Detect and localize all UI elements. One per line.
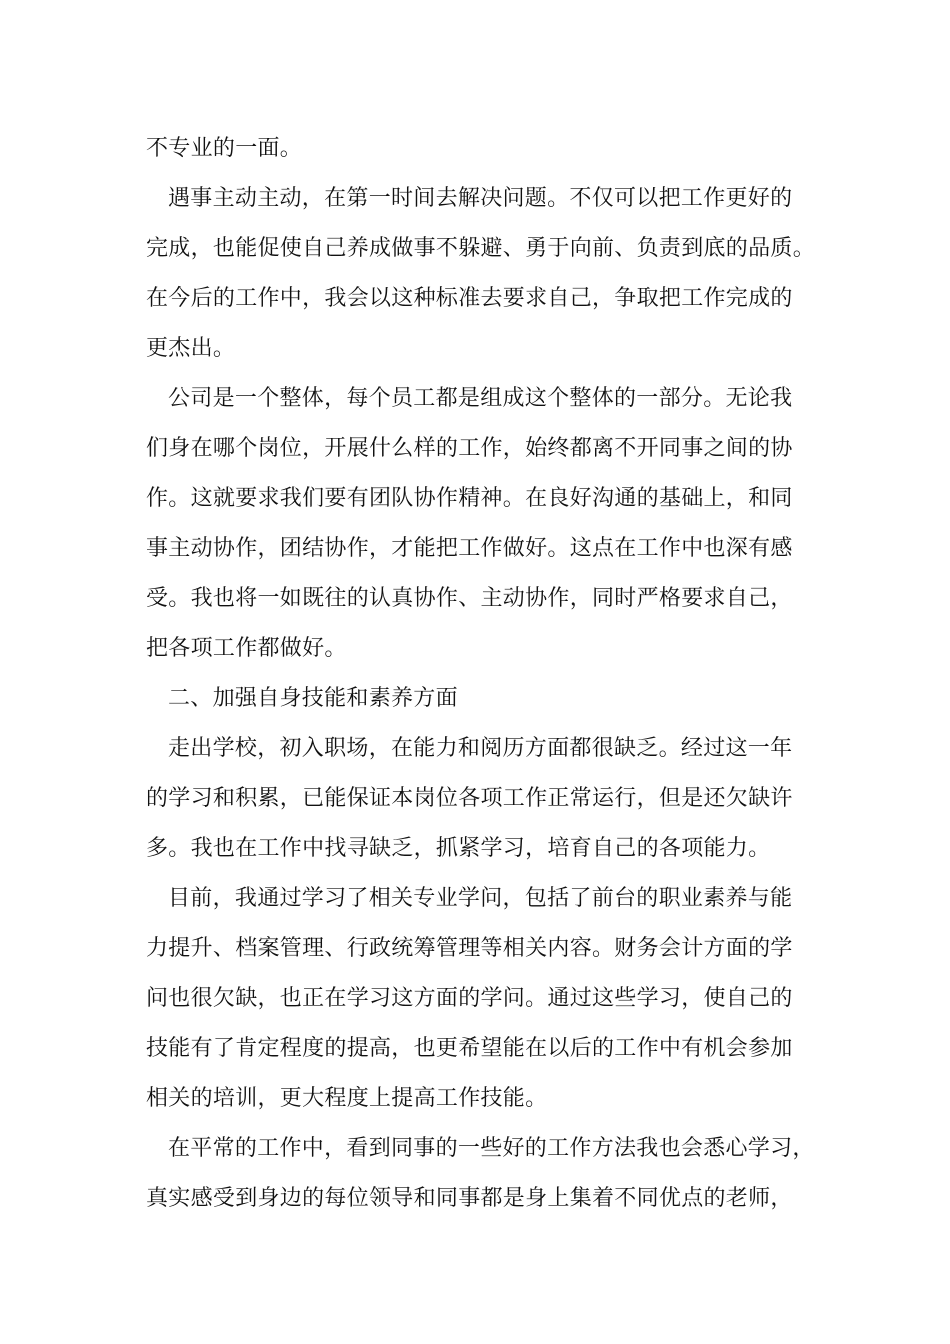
text-line: 在今后的工作中，我会以这种标准去要求自己，争取把工作完成的 xyxy=(146,286,793,311)
text-line: 事主动协作，团结协作，才能把工作做好。这点在工作中也深有感 xyxy=(146,536,793,561)
paragraph-first-line: 目前，我通过学习了相关专业学问，包括了前台的职业素养与能 xyxy=(168,886,793,911)
text-line: 力提升、档案管理、行政统筹管理等相关内容。财务会计方面的学 xyxy=(146,936,793,961)
text-line: 完成，也能促使自己养成做事不躲避、勇于向前、负责到底的品质。 xyxy=(146,236,816,261)
text-line: 多。我也在工作中找寻缺乏，抓紧学习，培育自己的各项能力。 xyxy=(146,836,771,861)
text-line: 受。我也将一如既往的认真协作、主动协作，同时严格要求自己， xyxy=(146,586,793,611)
text-line: 们身在哪个岗位，开展什么样的工作，始终都离不开同事之间的协 xyxy=(146,436,793,461)
text-line: 相关的培训，更大程度上提高工作技能。 xyxy=(146,1086,548,1111)
section-heading: 二、加强自身技能和素养方面 xyxy=(168,686,458,711)
text-line: 问也很欠缺，也正在学习这方面的学问。通过这些学习，使自己的 xyxy=(146,986,793,1011)
paragraph-first-line: 公司是一个整体，每个员工都是组成这个整体的一部分。无论我 xyxy=(168,386,793,411)
text-line: 的学习和积累，已能保证本岗位各项工作正常运行，但是还欠缺许 xyxy=(146,786,793,811)
text-line: 不专业的一面。 xyxy=(146,136,303,161)
paragraph-first-line: 遇事主动主动，在第一时间去解决问题。不仅可以把工作更好的 xyxy=(168,186,793,211)
text-line: 把各项工作都做好。 xyxy=(146,636,347,661)
paragraph-first-line: 走出学校，初入职场，在能力和阅历方面都很缺乏。经过这一年 xyxy=(168,736,793,761)
text-line: 技能有了肯定程度的提高，也更希望能在以后的工作中有机会参加 xyxy=(146,1036,793,1061)
paragraph-first-line: 在平常的工作中，看到同事的一些好的工作方法我也会悉心学习， xyxy=(168,1136,815,1161)
text-line: 作。这就要求我们要有团队协作精神。在良好沟通的基础上，和同 xyxy=(146,486,793,511)
text-line: 真实感受到身边的每位领导和同事都是身上集着不同优点的老师， xyxy=(146,1186,793,1211)
text-line: 更杰出。 xyxy=(146,336,236,361)
